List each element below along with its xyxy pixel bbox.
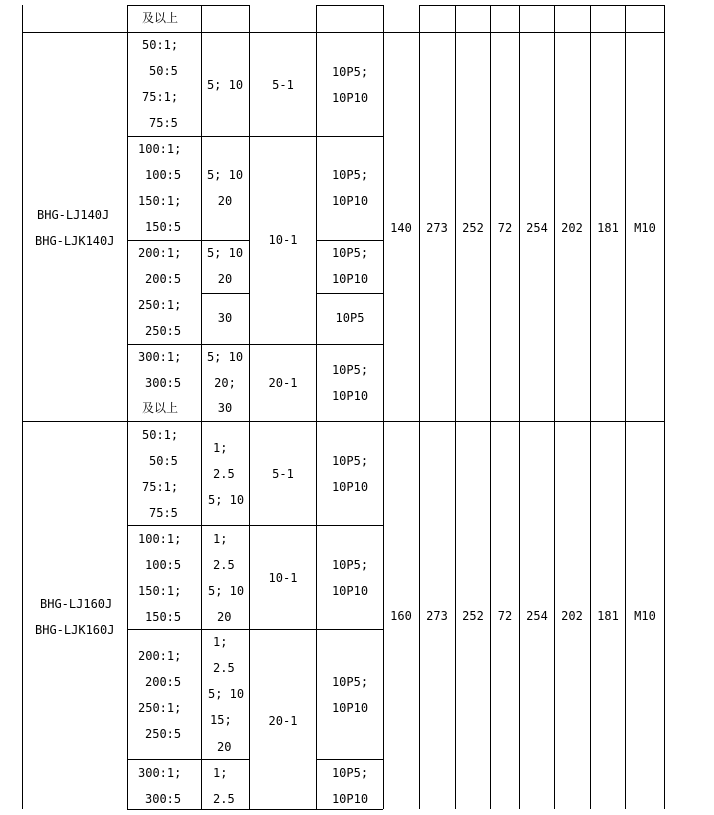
ratio-text: 75:1; (142, 90, 179, 104)
protection-class: 10P10 (331, 272, 369, 286)
current-text: 1; (213, 635, 228, 649)
ratio-text: 250:5 (145, 727, 182, 741)
ratio-text: 50:5 (149, 64, 178, 78)
protection-class: 10P10 (331, 584, 369, 598)
current-text: 5; 10 (208, 493, 245, 507)
dim-value: 254 (526, 221, 548, 235)
protection-class: 10P5; (331, 168, 369, 182)
ratio-text: 300:1; (138, 350, 182, 364)
ratio-text: 150:1; (138, 194, 182, 208)
current-text: 5; 10 (206, 350, 244, 364)
ratio-text: 250:5 (145, 324, 182, 338)
protection-class: 10P5 (335, 311, 365, 325)
dim-value: 252 (462, 609, 484, 623)
protection-class: 10P5; (331, 675, 369, 689)
protection-class: 10P10 (331, 701, 369, 715)
ratio-text: 200:1; (138, 246, 182, 260)
protection-class: 10P5; (331, 766, 369, 780)
dim-value: 72 (497, 221, 513, 235)
model-name: BHG-LJK140J (35, 234, 115, 248)
ratio-text: 300:1; (138, 766, 182, 780)
ratio-text: 及以上 (142, 401, 179, 415)
current-text: 2.5 (213, 661, 235, 675)
protection-class: 10P10 (331, 91, 369, 105)
ratio-text: 75:5 (149, 116, 178, 130)
ratio-text: 150:5 (145, 220, 182, 234)
dim-value: 181 (597, 609, 619, 623)
current-text: 5; 10 (208, 584, 245, 598)
dim-value: 202 (561, 609, 583, 623)
accuracy-class: 5-1 (272, 467, 294, 481)
current-text: 5; 10 (206, 78, 244, 92)
ratio-text: 100:5 (145, 168, 182, 182)
current-text: 2.5 (213, 467, 235, 481)
dim-value: 273 (426, 221, 448, 235)
model-name: BHG-LJ140J (37, 208, 110, 222)
protection-class: 10P5; (331, 454, 369, 468)
accuracy-class: 20-1 (268, 376, 298, 390)
dim-value: 254 (526, 609, 548, 623)
ratio-text: 100:1; (138, 142, 182, 156)
ratio-text: 250:1; (138, 701, 182, 715)
current-text: 2.5 (213, 558, 235, 572)
current-text: 5; 10 (206, 168, 244, 182)
protection-class: 10P5; (331, 363, 369, 377)
current-text: 30 (217, 311, 233, 325)
ratio-text: 150:1; (138, 584, 182, 598)
ratio-text: 50:1; (142, 428, 179, 442)
current-text: 2.5 (213, 792, 235, 806)
current-text: 20 (217, 194, 233, 208)
protection-class: 10P10 (331, 389, 369, 403)
dim-value: M10 (634, 609, 656, 623)
accuracy-class: 5-1 (272, 78, 294, 92)
current-text: 30 (217, 401, 233, 415)
model-name: BHG-LJK160J (35, 623, 115, 637)
ratio-text: 300:5 (145, 376, 182, 390)
current-text: 20 (217, 272, 233, 286)
dim-value: 273 (426, 609, 448, 623)
ratio-text: 150:5 (145, 610, 182, 624)
dim-value: 160 (390, 609, 412, 623)
protection-class: 10P5; (331, 558, 369, 572)
protection-class: 10P5; (331, 246, 369, 260)
ratio-text: 100:5 (145, 558, 182, 572)
dim-value: 252 (462, 221, 484, 235)
dim-value: M10 (634, 221, 656, 235)
protection-class: 10P5; (331, 65, 369, 79)
top-ratio-fragment: 及以上 (142, 11, 179, 25)
ratio-text: 50:5 (149, 454, 178, 468)
current-text: 1; (213, 532, 228, 546)
current-text: 20 (217, 740, 232, 754)
current-text: 1; (213, 441, 228, 455)
protection-class: 10P10 (331, 792, 369, 806)
dim-value: 202 (561, 221, 583, 235)
ratio-text: 300:5 (145, 792, 182, 806)
ratio-text: 100:1; (138, 532, 182, 546)
dim-value: 181 (597, 221, 619, 235)
accuracy-class: 10-1 (268, 233, 298, 247)
accuracy-class: 10-1 (268, 571, 298, 585)
current-text: 5; 10 (208, 687, 245, 701)
protection-class: 10P10 (331, 480, 369, 494)
ratio-text: 75:1; (142, 480, 179, 494)
current-text: 20 (217, 610, 232, 624)
protection-class: 10P10 (331, 194, 369, 208)
ratio-text: 250:1; (138, 298, 182, 312)
dim-value: 72 (497, 609, 513, 623)
current-text: 20; (214, 376, 236, 390)
current-text: 5; 10 (206, 246, 244, 260)
current-text: 15; (210, 713, 232, 727)
current-text: 1; (213, 766, 228, 780)
ratio-text: 200:5 (145, 675, 182, 689)
ratio-text: 75:5 (149, 506, 178, 520)
dim-value: 140 (390, 221, 412, 235)
model-name: BHG-LJ160J (40, 597, 113, 611)
accuracy-class: 20-1 (268, 714, 298, 728)
ratio-text: 50:1; (142, 38, 179, 52)
ratio-text: 200:1; (138, 649, 182, 663)
ratio-text: 200:5 (145, 272, 182, 286)
